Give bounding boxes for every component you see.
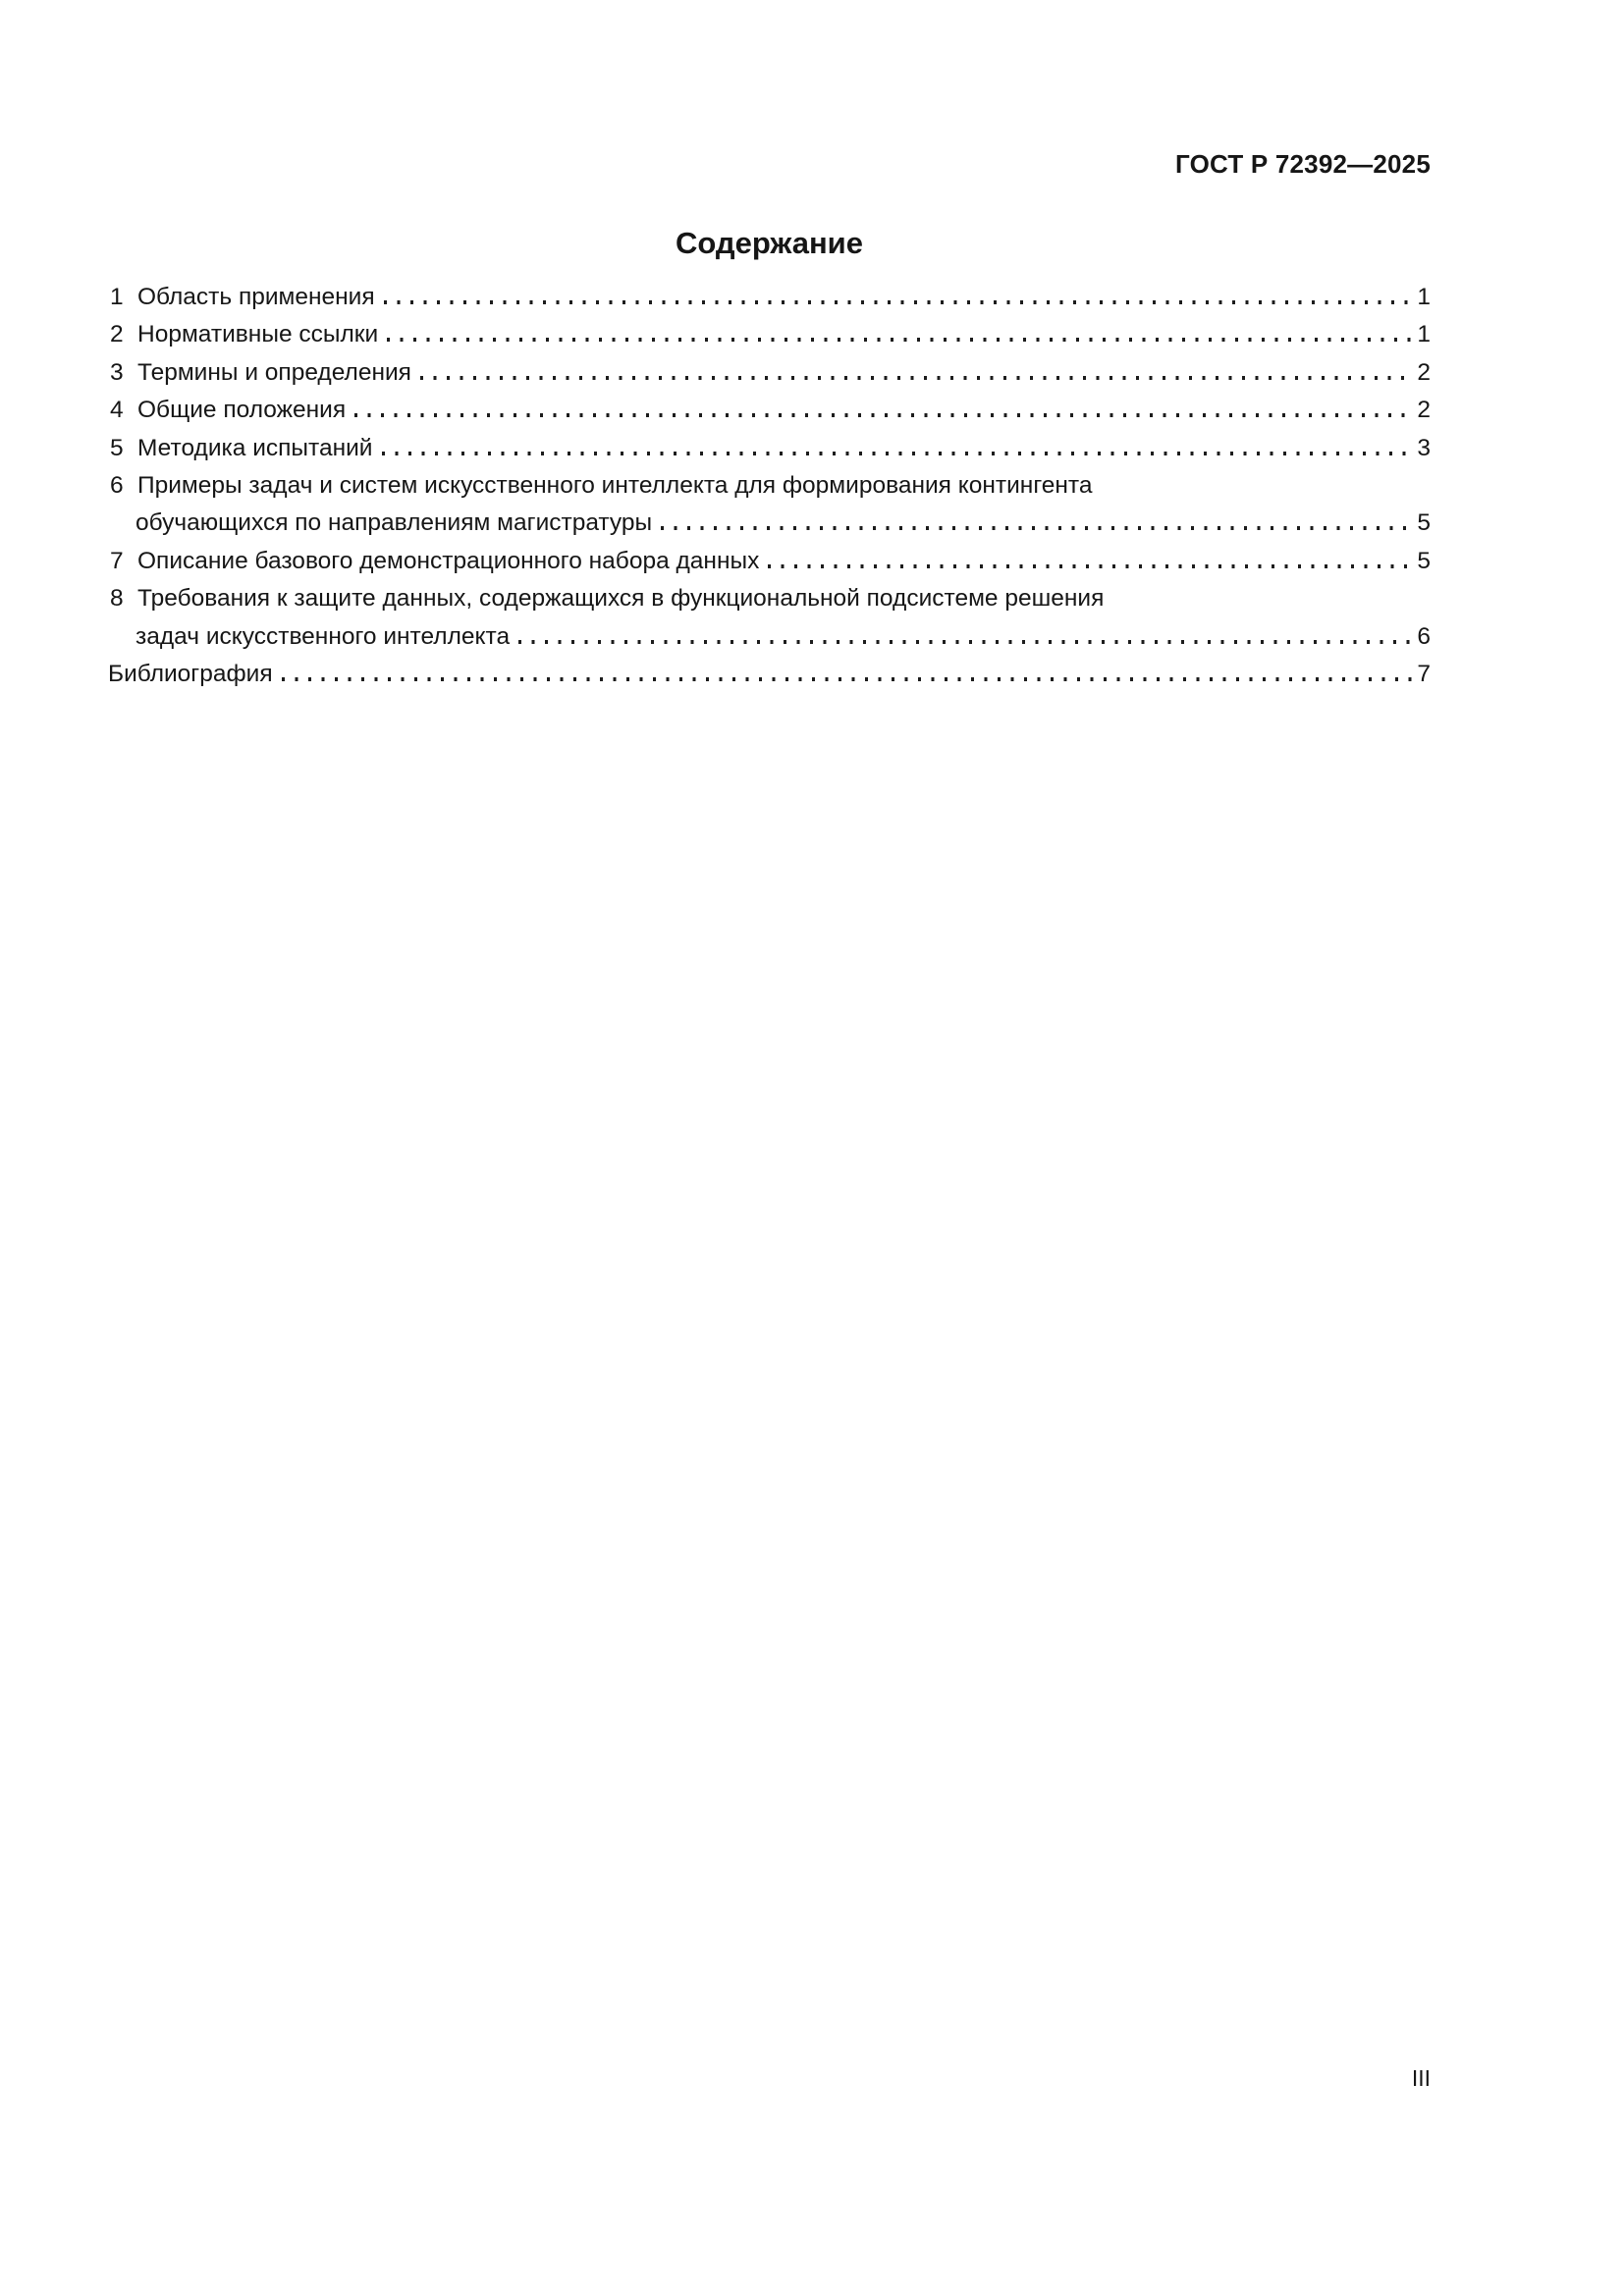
toc-entry-number: 7 [110,547,124,574]
toc-entry-page: 1 [1417,321,1431,348]
toc-entry-number: 1 [110,284,124,310]
toc-entry-page: 7 [1417,660,1431,687]
toc-entry-title: Описание базового демонстрационного набора данных [137,547,760,574]
dot-leader [282,677,1415,681]
toc-entry[interactable] [108,321,1431,358]
table-of-contents [108,284,1431,698]
toc-entry-page: 1 [1417,284,1431,310]
toc-entry-number: 4 [110,397,124,424]
toc-entry-title: задач искусственного интеллекта [135,622,511,650]
toc-entry[interactable] [108,548,1431,585]
dot-leader [354,413,1414,417]
toc-entry-page: 5 [1417,547,1431,574]
toc-entry-title: Термины и определения [137,358,411,386]
page-title: Содержание [676,226,863,260]
toc-entry-title: Нормативные ссылки [137,321,379,348]
toc-entry-number: 3 [110,358,124,386]
toc-entry[interactable] [108,435,1431,472]
toc-entry[interactable] [108,284,1431,321]
dot-leader [518,640,1414,644]
toc-entry-continuation[interactable] [108,623,1431,661]
toc-entry-title: Требования к защите данных, содержащихся в функциональной подсистеме решения [137,585,1105,613]
dot-leader [420,376,1414,380]
toc-entry-title: Методика испытаний [137,434,373,461]
toc-entry-page: 6 [1417,622,1431,650]
toc-entry[interactable] [108,359,1431,397]
toc-entry[interactable] [108,397,1431,434]
toc-entry-number: 6 [110,471,124,499]
toc-entry-page: 5 [1417,509,1431,537]
page-number: III [1411,2065,1431,2091]
toc-entry[interactable] [108,472,1431,509]
dot-leader [661,526,1414,530]
toc-entry-continuation[interactable] [108,509,1431,547]
dot-leader [387,338,1414,342]
toc-entry[interactable] [108,585,1431,622]
toc-entry-number: 5 [110,434,124,461]
dot-leader [768,564,1414,568]
dot-leader [382,452,1415,455]
toc-entry-title: Область применения [137,284,375,310]
toc-entry-number: 2 [110,321,124,348]
toc-entry-page: 2 [1417,397,1431,424]
document-code-header: ГОСТ Р 72392—2025 [1175,149,1431,179]
toc-entry-title: Общие положения [137,397,347,424]
toc-entry-page: 2 [1417,358,1431,386]
toc-entry-title: Библиография [108,660,273,687]
toc-entry-title: Примеры задач и систем искусственного интеллекта для формирования контингента [137,471,1093,499]
dot-leader [384,300,1415,304]
toc-entry-page: 3 [1417,434,1431,461]
toc-entry-bibliography[interactable] [108,661,1431,698]
toc-entry-title: обучающихся по направлениям магистратуры [135,509,653,537]
toc-entry-number: 8 [110,585,124,613]
